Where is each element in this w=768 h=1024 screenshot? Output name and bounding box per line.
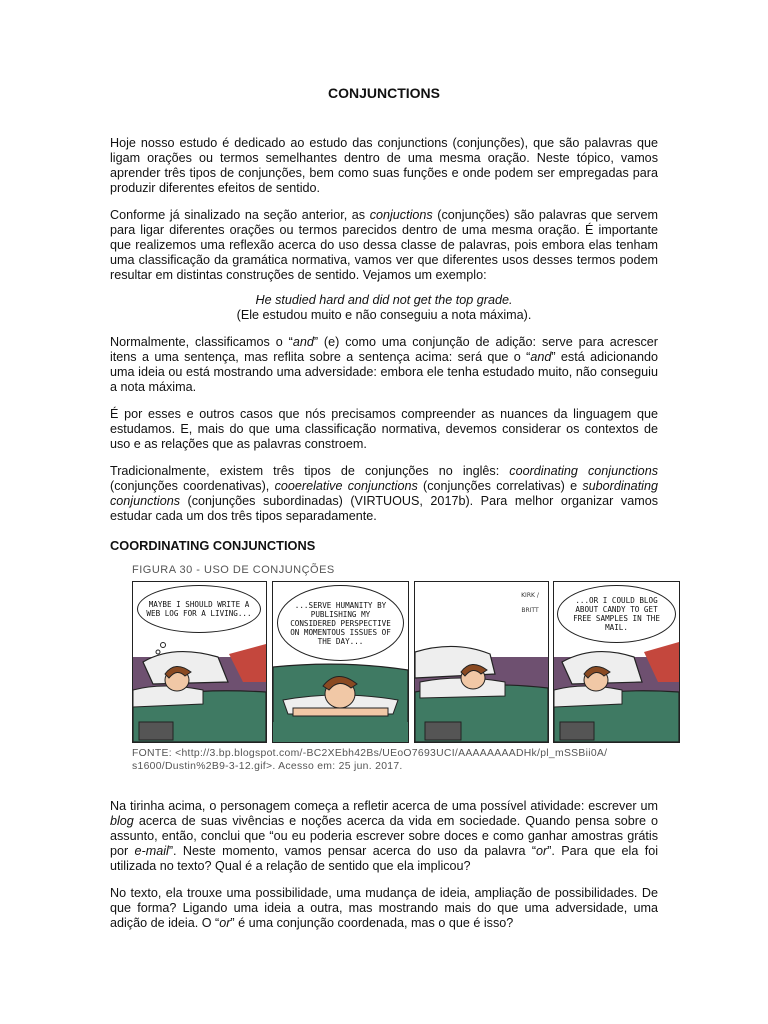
figure-source: FONTE: <http://3.bp.blogspot.com/-BC2XEbh42Bs/UEoO7693UCI/AAAAAAAADHk/pl_mSSBii0A/ s1600/Dustin%2B9-3-12.gif>. Acesso em: 25 jun. 2017. (132, 748, 608, 772)
paragraph-conjunctions-definition: Conforme já sinalizado na seção anterior, as conjuctions (conjunções) são palavras que servem para ligar diferentes orações ou termos parecidos dentro de uma mesma oração. É importante que realizemos uma reflexão acerca do uso dessa classe de palavras, pois embora elas tenham uma classificação da gramática normativa, vamos ver que diferentes usos desses termos podem resultar em distintas construções de sentido. Vejamos um exemplo: (110, 208, 658, 282)
speech-balloon-3: ...OR I COULD BLOG ABOUT CANDY TO GET FREE SAMPLES IN THE MAIL. (557, 585, 676, 643)
paragraph-nuances: É por esses e outros casos que nós precisamos compreender as nuances da linguagem que estudamos. E, mais do que uma classificação normativa, devemos considerar os contextos de uso e as relações que as palavras constroem. (110, 407, 658, 451)
comic-strip (132, 581, 680, 741)
artist-signature: KIRK / BRITT (521, 592, 539, 614)
paragraph-intro: Hoje nosso estudo é dedicado ao estudo das conjunctions (conjunções), que são palavras que ligam orações ou termos semelhantes dentro de uma mesma oração. Neste tópico, vamos aprender três tipos de conjunções, bem como suas funções e onde podem ser empregadas para produzir diferentes efeitos de sentido. (110, 136, 658, 195)
comic-panel-4 (553, 581, 680, 743)
paragraph-and-analysis: Normalmente, classificamos o “and” (e) como uma conjunção de adição: serve para acrescer itens a uma sentença, mas reflita sobre a sentença acima: será que o “and” está adicionando uma ideia ou está mostrando uma adversidade: embora ele tenha estudado muito, não conseguiu a nota máxima. (110, 335, 658, 394)
page-title: CONJUNCTIONS (327, 85, 440, 101)
comic-panel-3 (414, 581, 549, 743)
example-portuguese: (Ele estudou muito e não conseguiu a nota máxima). (236, 308, 532, 322)
document-page (110, 84, 658, 943)
comic-panel-2 (272, 581, 409, 743)
section-heading: COORDINATING CONJUNCTIONS (110, 538, 316, 553)
paragraph-types: Tradicionalmente, existem três tipos de conjunções no inglês: coordinating conjunctions (conjunções coordenativas), cooerelative conjunctions (conjunções correlativas) e subordinating conjunctions (conjunções subordinadas) (VIRTUOUS, 2017b). Para melhor organizar vamos estudar cada um dos três tipos separadamente. (110, 464, 658, 523)
speech-balloon-1: MAYBE I SHOULD WRITE A WEB LOG FOR A LIVING... (137, 585, 261, 633)
speech-balloon-2: ...SERVE HUMANITY BY PUBLISHING MY CONSIDERED PERSPECTIVE ON MOMENTOUS ISSUES OF THE DAY... (277, 585, 404, 661)
paragraph-or-explanation: No texto, ela trouxe uma possibilidade, uma mudança de ideia, ampliação de possibilidades. De que forma? Ligando uma ideia a outra, mas mostrando mais do que uma adversidade, uma adição de ideia. O “or” é uma conjunção coordenada, mas o que é isso? (110, 886, 658, 930)
figure-caption: FIGURA 30 - USO DE CONJUNÇÕES (132, 564, 335, 576)
paragraph-comic-analysis: Na tirinha acima, o personagem começa a refletir acerca de uma possível atividade: escrever um blog acerca de suas vivências e noções acerca da vida em sociedade. Quando pensa sobre o assunto, então, conclui que “ou eu poderia escrever sobre doces e como ganhar amostras grátis por e-mail”. Neste momento, vamos pensar acerca do uso da palavra “or”. Para que ela foi utilizada no texto? Qual é a relação de sentido que ela implicou? (110, 799, 658, 873)
comic-panel-1 (132, 581, 267, 743)
example-english: He studied hard and did not get the top grade. (255, 293, 513, 307)
example-sentence (110, 293, 658, 323)
